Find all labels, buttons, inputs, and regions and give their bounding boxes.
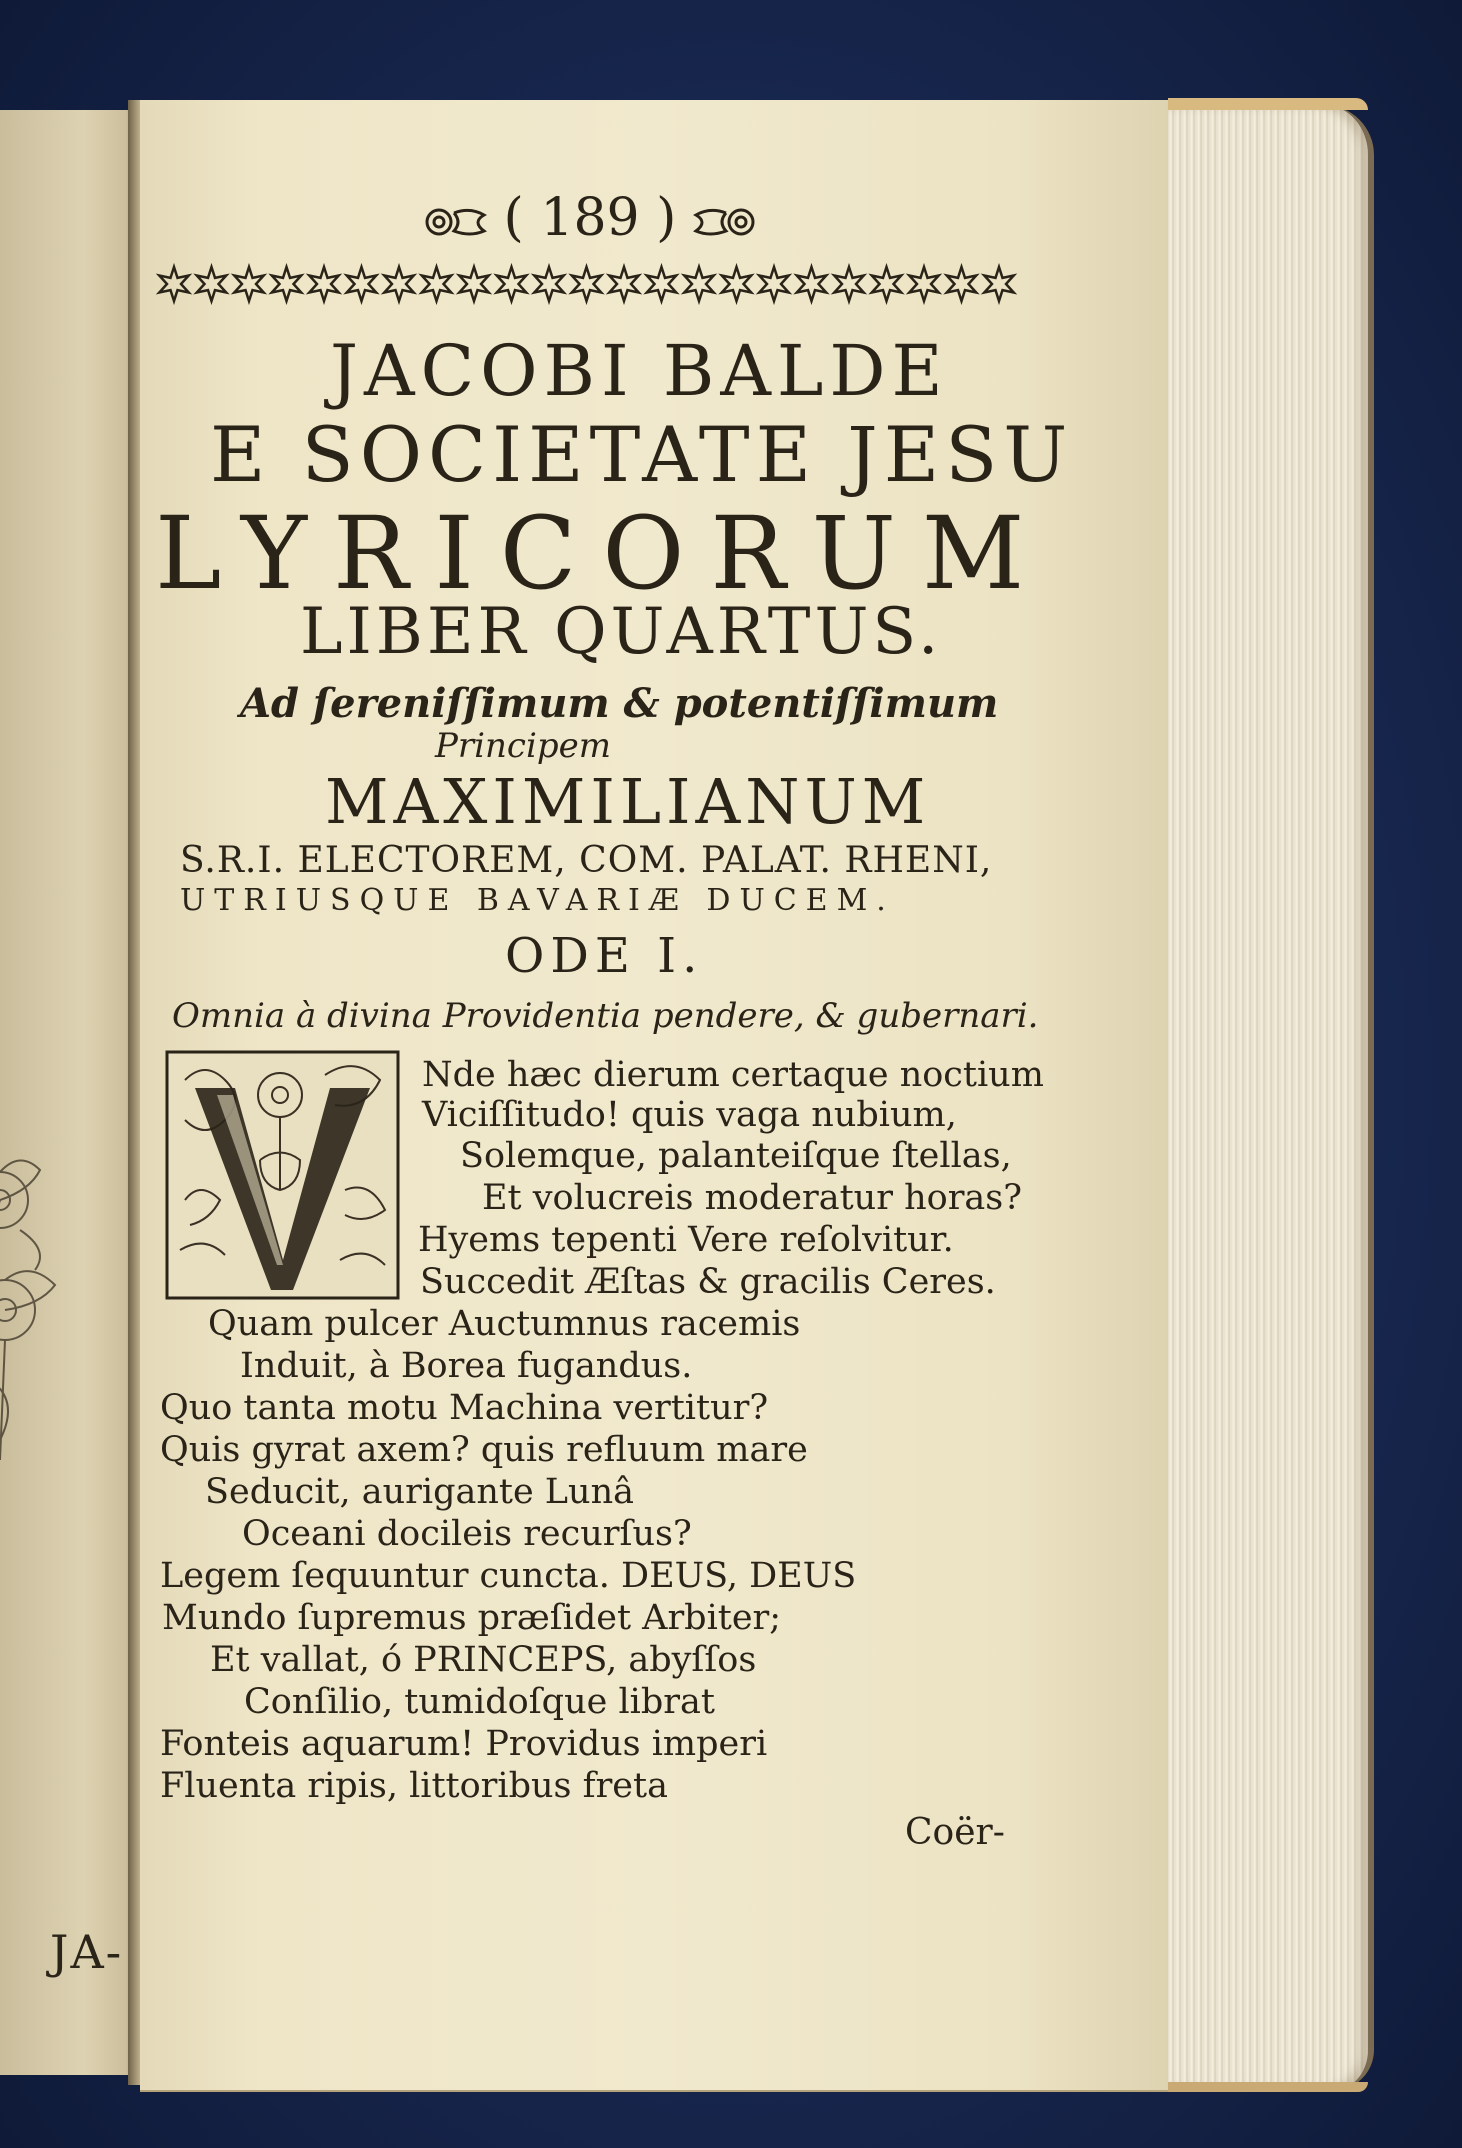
star-icon [684,267,713,301]
star-icon [647,267,676,301]
verse-line: Hyems tepenti Vere reſolvitur. [418,1220,954,1260]
verse-line: Quis gyrat axem? quis refluum mare [160,1430,808,1470]
verse-line: Quo tanta motu Machina vertitur? [160,1388,769,1428]
verse-line: Et vallat, ó PRINCEPS, abyſſos [210,1640,757,1680]
verse-line: Fluenta ripis, littoribus freta [160,1766,668,1806]
verse-line: Seducit, aurigante Lunâ [205,1472,634,1512]
ornament-right-icon [688,205,758,239]
page-edges-top [1168,98,1368,110]
star-icon [497,267,526,301]
dedication-line-2: Principem [435,726,611,766]
dedicatee-name: MAXIMILIANUM [325,765,931,838]
star-icon [947,267,976,301]
verse-line: Oceani docileis recurſus? [242,1514,692,1554]
drop-cap-v-ornament-icon [165,1050,400,1300]
ode-title: ODE I. [505,928,704,984]
work-title: LYRICORUM [155,495,1051,612]
verse-line: Induit, à Borea fugandus. [240,1346,693,1386]
ornament-left-icon [422,205,492,239]
catchword: Coër- [905,1812,1005,1853]
left-page-fragment [0,110,140,2075]
verse-line: Nde hæc dierum certaque noctium [422,1055,1044,1095]
dedicatee-title-2: UTRIUSQUE BAVARIÆ DUCEM. [180,883,895,918]
star-icon [347,267,376,301]
star-icon [384,267,413,301]
verse-line: Succedit Æſtas & gracilis Ceres. [420,1262,996,1302]
ode-argument: Omnia à divina Providentia pendere, & gubernari. [172,996,1039,1036]
book-number: LIBER QUARTUS. [300,595,943,669]
star-icon [722,267,751,301]
page-number-line [380,188,800,248]
verse-line: Legem ſequuntur cuncta. DEUS, DEUS [160,1556,857,1596]
verse-line: Et volucreis moderatur horas? [482,1178,1023,1218]
author-affiliation: E SOCIETATE JESU [210,410,1074,499]
verse-line: Mundo ſupremus præſidet Arbiter; [162,1598,782,1638]
star-icon [609,267,638,301]
star-icon [272,267,301,301]
flower-ornament-icon [0,1140,90,1470]
verse-line: Solemque, palanteiſque ſtellas, [460,1136,1012,1176]
dedication-line-1: Ad ſereniſſimum & potentiſſimum [240,680,999,727]
verse-line: Conſilio, tumidoſque librat [244,1682,715,1722]
star-icon [459,267,488,301]
verse-line: Quam pulcer Auctumnus racemis [208,1304,801,1344]
star-icon [534,267,563,301]
star-icon [309,267,338,301]
star-icon [234,267,263,301]
star-rule-icon [155,262,1025,306]
left-page-catchword: JA- [50,1925,124,1979]
star-icon [572,267,601,301]
verse-line: Fonteis aquarum! Providus imperi [160,1724,768,1764]
page-number: ( 189 ) [503,188,677,248]
star-icon [872,267,901,301]
star-icon [797,267,826,301]
page-edges-bottom [1168,2082,1368,2092]
star-icon [909,267,938,301]
star-icon [159,267,188,301]
page-edges [1168,105,1374,2090]
star-icon [759,267,788,301]
star-icon [984,267,1013,301]
star-icon [422,267,451,301]
star-icon [197,267,226,301]
dedicatee-title-1: S.R.I. ELECTOREM, COM. PALAT. RHENI, [180,840,993,881]
author-name: JACOBI BALDE [330,330,949,412]
verse-line: Viciſſitudo! quis vaga nubium, [422,1095,957,1135]
star-icon [834,267,863,301]
